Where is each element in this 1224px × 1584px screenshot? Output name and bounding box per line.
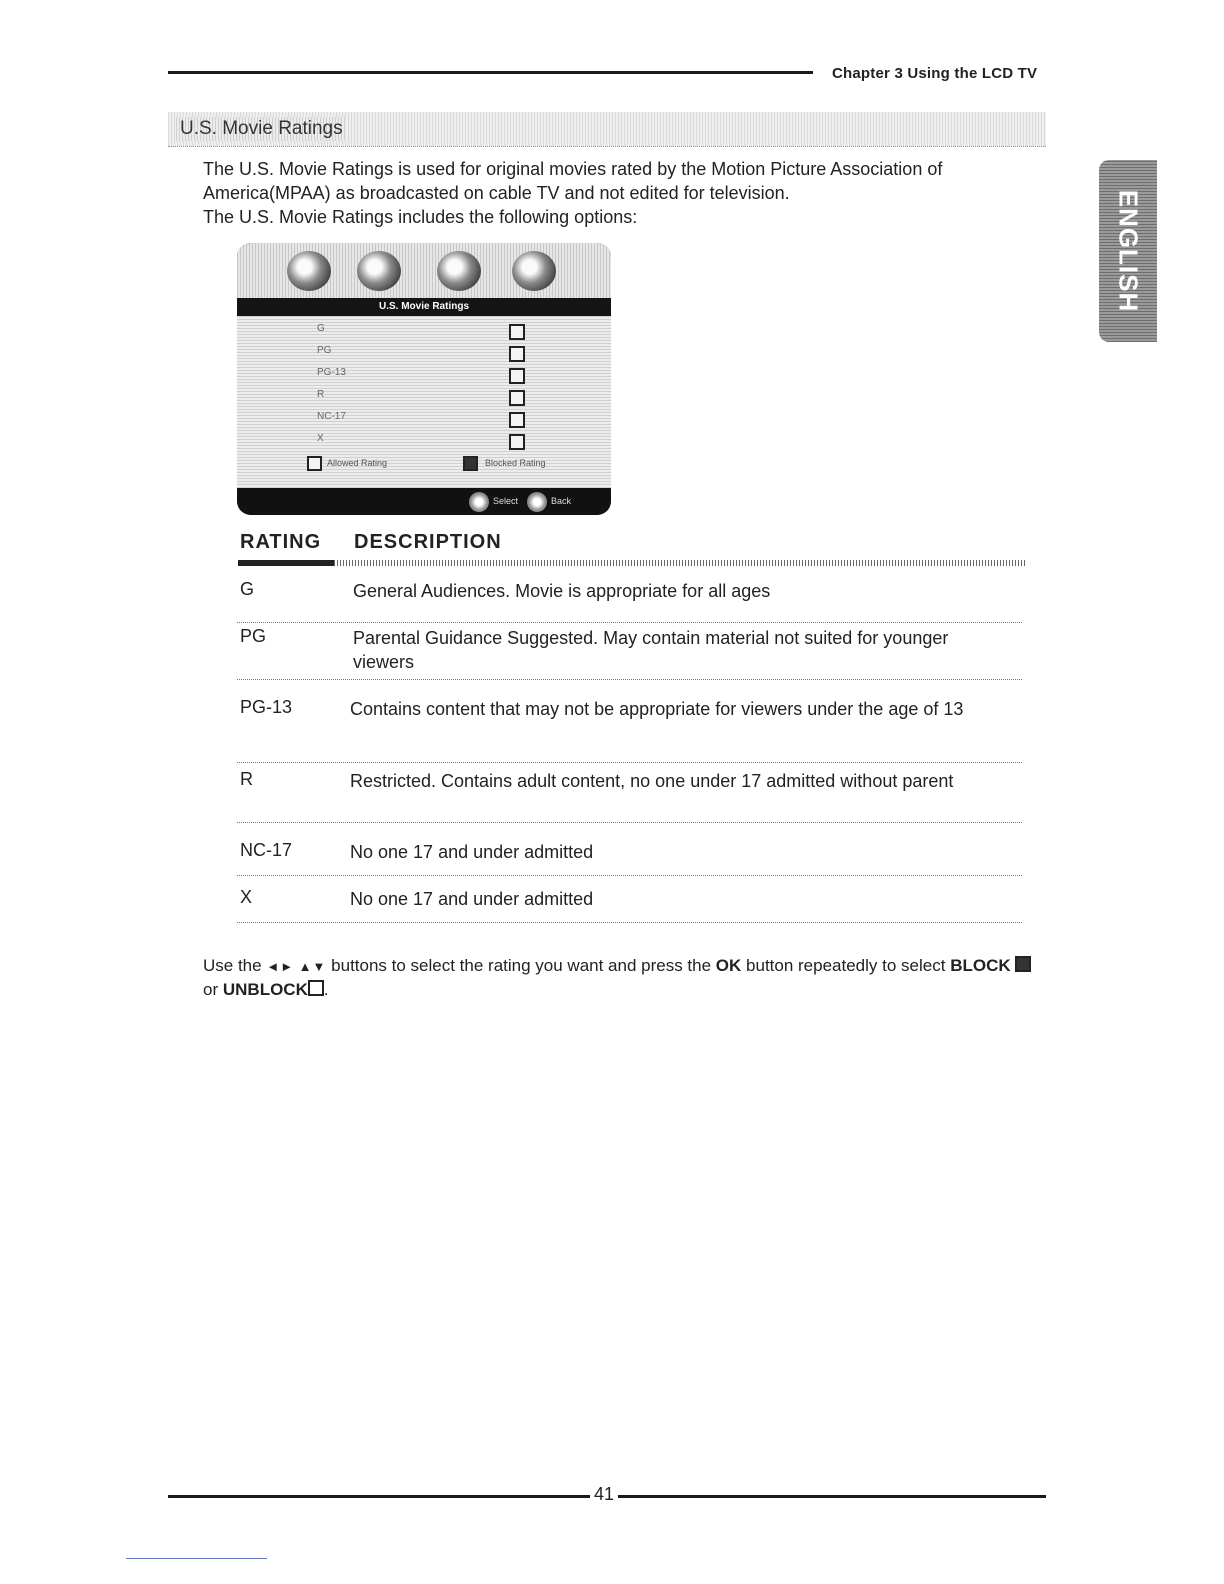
osd-title: U.S. Movie Ratings — [237, 298, 611, 316]
table-row — [237, 884, 1022, 923]
instructions-text: Use the ◄► ▲▼ buttons to select the rating you want and press the OK button repeatedly to select BLOCK or UNBLOCK . — [203, 954, 1033, 1001]
rating-code: PG-13 — [240, 697, 293, 717]
setup-icon — [512, 251, 556, 291]
chapter-heading: Chapter 3 Using the LCD TV — [832, 65, 1038, 82]
select-dpad-icon — [469, 492, 489, 512]
rating-description: General Audiences. Movie is appropriate for all ages — [353, 581, 771, 601]
section-title: U.S. Movie Ratings — [176, 117, 347, 141]
rating-code: PG — [240, 626, 267, 646]
unblocked-square-icon — [308, 980, 324, 996]
osd-rating-pg-checkbox[interactable] — [509, 346, 525, 362]
direction-arrows-icon: ◄► ▲▼ — [266, 959, 327, 974]
table-row — [237, 837, 1022, 876]
header-dotted-rule — [334, 560, 1026, 566]
table-row — [237, 766, 1022, 823]
osd-rating-pg[interactable]: PG — [317, 345, 332, 356]
language-tab-label: ENGLISH — [1113, 189, 1144, 313]
osd-rating-nc17-checkbox[interactable] — [509, 412, 525, 428]
blocked-legend-label: Blocked Rating — [485, 458, 546, 468]
allowed-legend-label: Allowed Rating — [327, 458, 388, 468]
sound-icon — [357, 251, 401, 291]
table-row — [237, 694, 1022, 763]
osd-footer — [237, 488, 611, 515]
rating-code: NC-17 — [240, 840, 293, 860]
intro-paragraph-2: The U.S. Movie Ratings includes the following options: — [203, 207, 638, 227]
rating-description: No one 17 and under admitted — [350, 842, 594, 862]
back-button-icon — [527, 492, 547, 512]
osd-screen — [237, 243, 611, 515]
block-label: BLOCK — [950, 956, 1011, 975]
osd-rating-r-checkbox[interactable] — [509, 390, 525, 406]
osd-icon-bar — [237, 243, 611, 298]
rating-code: X — [240, 887, 253, 907]
picture-icon — [287, 251, 331, 291]
instr-end: button repeatedly to select — [746, 956, 946, 975]
osd-menu-body — [237, 316, 611, 488]
bottom-link-line — [126, 1558, 267, 1559]
instr-or: or — [203, 980, 219, 999]
rating-description: Restricted. Contains adult content, no one under 17 admitted without parent — [350, 771, 954, 791]
rating-description: Parental Guidance Suggested. May contain material not suited for younger viewers — [353, 628, 949, 672]
footer-rule-left — [168, 1495, 590, 1498]
blocked-legend-box — [463, 456, 478, 471]
osd-rating-x[interactable]: X — [317, 433, 324, 444]
rating-column-header: RATING — [240, 531, 322, 553]
rating-code: R — [240, 769, 253, 789]
language-tab — [1099, 160, 1157, 342]
osd-rating-x-checkbox[interactable] — [509, 434, 525, 450]
rating-description: No one 17 and under admitted — [350, 889, 594, 909]
table-row — [237, 623, 1022, 680]
osd-back-label: Back — [551, 496, 572, 506]
intro-paragraph-1: The U.S. Movie Ratings is used for original movies rated by the Motion Picture Association of America(MPAA) as broadcasted on cable TV and not edited for television. — [203, 159, 943, 203]
description-column-header: DESCRIPTION — [354, 531, 502, 553]
page-number: 41 — [594, 1484, 615, 1504]
table-row — [237, 576, 1022, 623]
channel-icon — [437, 251, 481, 291]
header-thick-rule — [238, 560, 334, 566]
instr-use-the: Use the — [203, 956, 262, 975]
osd-rating-pg13[interactable]: PG-13 — [317, 367, 346, 378]
unblock-label: UNBLOCK — [222, 980, 308, 999]
instr-middle: buttons to select the rating you want and press the — [331, 956, 712, 975]
ok-label: OK — [715, 956, 742, 975]
blocked-square-icon — [1015, 956, 1031, 972]
allowed-legend-box — [307, 456, 322, 471]
rating-description: Contains content that may not be appropriate for viewers under the age of 13 — [350, 699, 964, 719]
footer-rule-right — [618, 1495, 1046, 1498]
osd-rating-g-checkbox[interactable] — [509, 324, 525, 340]
intro-text — [203, 157, 1033, 229]
osd-rating-nc17[interactable]: NC-17 — [317, 411, 346, 422]
osd-select-label: Select — [493, 496, 519, 506]
osd-rating-g[interactable]: G — [317, 323, 325, 334]
header-rule — [168, 71, 813, 74]
osd-rating-pg13-checkbox[interactable] — [509, 368, 525, 384]
osd-rating-r[interactable]: R — [317, 389, 325, 400]
rating-code: G — [240, 579, 255, 599]
